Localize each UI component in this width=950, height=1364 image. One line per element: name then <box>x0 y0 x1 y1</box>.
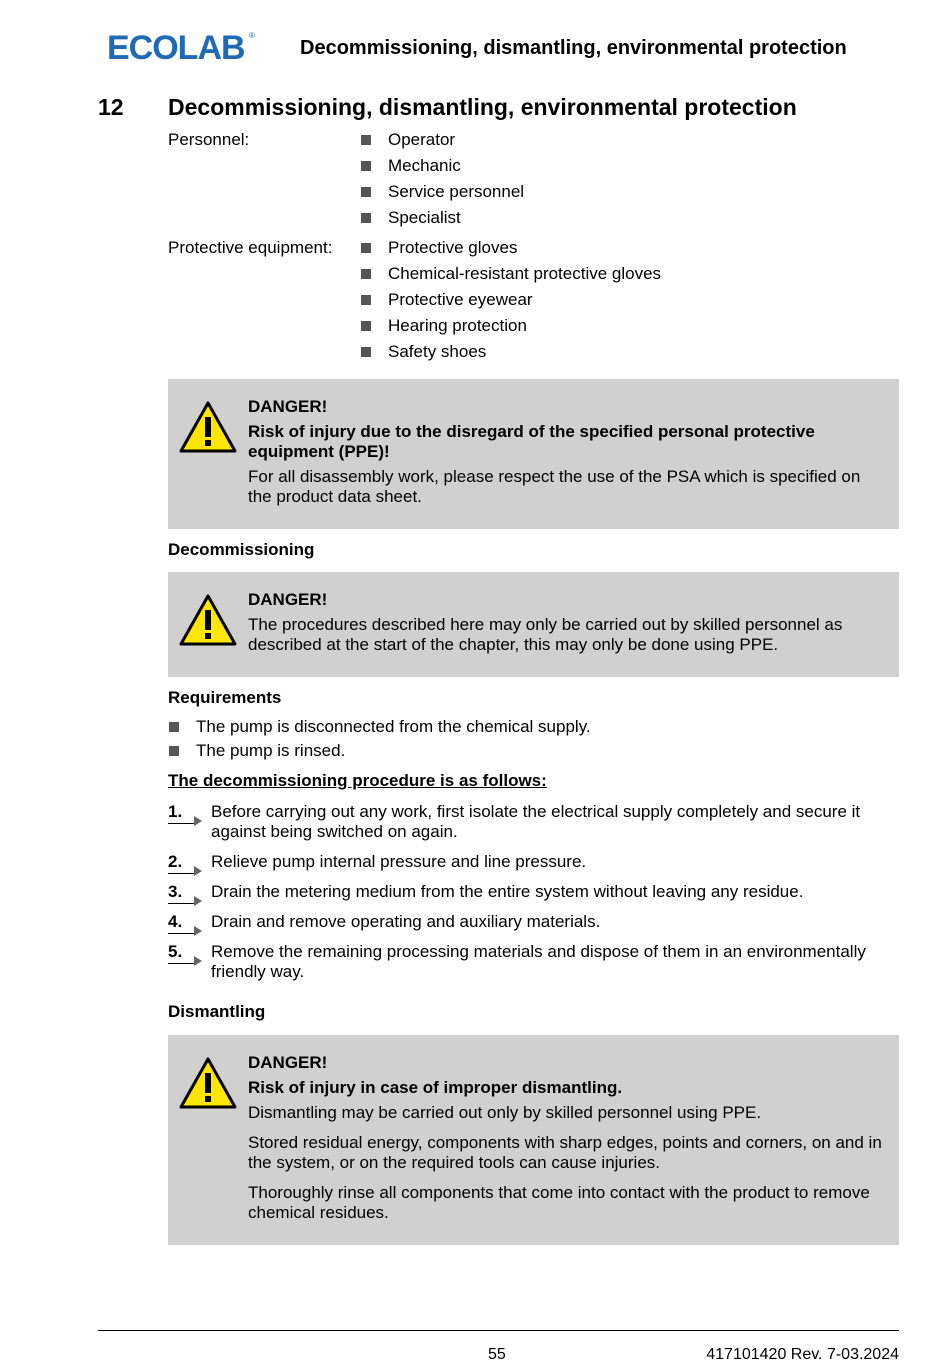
warning-triangle-icon <box>178 400 238 454</box>
section-title-dismantling: Dismantling <box>168 1002 266 1021</box>
list-item: The pump is rinsed. <box>168 741 591 765</box>
step-text: Before carrying out any work, first isolate the electrical supply completely and secure it against being switched on again. <box>211 802 861 841</box>
svg-text:®: ® <box>249 31 255 40</box>
step-text: Drain the metering medium from the entire system without leaving any residue. <box>211 882 804 901</box>
section-title-decommissioning: Decommissioning <box>168 540 315 559</box>
arrow-icon <box>194 896 202 906</box>
warning-triangle-icon <box>178 1056 238 1110</box>
step-number: 3. <box>168 882 183 901</box>
step-number: 5. <box>168 942 183 961</box>
arrow-icon <box>194 926 202 936</box>
square-bullet-icon <box>361 187 371 197</box>
danger-signal: DANGER! <box>248 397 328 416</box>
list-item: Hearing protection <box>360 316 661 342</box>
danger-box-ppe <box>168 379 899 529</box>
list-item: Protective gloves <box>360 238 661 264</box>
step-number: 4. <box>168 912 183 931</box>
square-bullet-icon <box>361 269 371 279</box>
procedure-step <box>168 942 899 982</box>
step-number: 2. <box>168 852 183 871</box>
square-bullet-icon <box>169 722 179 732</box>
list-item: Operator <box>360 130 524 156</box>
footer-divider <box>98 1330 899 1331</box>
danger-box-dismantling <box>168 1035 899 1245</box>
danger-heading: Risk of injury in case of improper dismantling. <box>248 1078 623 1097</box>
square-bullet-icon <box>361 321 371 331</box>
personnel-list <box>360 130 524 234</box>
step-text: Drain and remove operating and auxiliary materials. <box>211 912 601 931</box>
square-bullet-icon <box>361 161 371 171</box>
square-bullet-icon <box>361 295 371 305</box>
document-id: 417101420 Rev. 7-03.2024 <box>706 1346 899 1363</box>
procedure-step <box>168 882 899 902</box>
danger-text: The procedures described here may only be carried out by skilled personnel as described at the start of the chapter, this may only be done using PPE. <box>248 615 843 654</box>
header-title: Decommissioning, dismantling, environmental protection <box>300 37 847 59</box>
list-item: The pump is disconnected from the chemical supply. <box>168 717 591 741</box>
svg-text:ECOLAB: ECOLAB <box>107 29 245 64</box>
procedure-step <box>168 802 899 842</box>
arrow-icon <box>194 816 202 826</box>
page-number: 55 <box>488 1346 506 1363</box>
list-item: Safety shoes <box>360 342 661 368</box>
procedure-step <box>168 912 899 932</box>
square-bullet-icon <box>169 746 179 756</box>
square-bullet-icon <box>361 135 371 145</box>
danger-signal: DANGER! <box>248 590 328 609</box>
danger-signal: DANGER! <box>248 1053 328 1072</box>
chapter-number: 12 <box>98 94 124 120</box>
arrow-icon <box>194 866 202 876</box>
section-title-requirements: Requirements <box>168 688 282 707</box>
danger-box-decommissioning <box>168 572 899 677</box>
list-item: Chemical-resistant protective gloves <box>360 264 661 290</box>
square-bullet-icon <box>361 213 371 223</box>
procedure-title: The decommissioning procedure is as follows: <box>168 771 547 790</box>
protective-equipment-label: Protective equipment: <box>168 238 333 257</box>
list-item: Specialist <box>360 208 524 234</box>
personnel-label: Personnel: <box>168 130 250 149</box>
square-bullet-icon <box>361 243 371 253</box>
danger-text: Stored residual energy, components with sharp edges, points and corners, on and in the system, or on the required tools can cause injuries. <box>248 1133 882 1172</box>
requirements-list <box>168 717 591 765</box>
ecolab-logo <box>107 28 257 64</box>
list-item: Mechanic <box>360 156 524 182</box>
step-text: Remove the remaining processing materials and dispose of them in an environmentally friendly way. <box>211 942 866 981</box>
chapter-title: Decommissioning, dismantling, environmental protection <box>168 94 797 120</box>
warning-triangle-icon <box>178 593 238 647</box>
procedure-step <box>168 852 899 872</box>
square-bullet-icon <box>361 347 371 357</box>
danger-heading: Risk of injury due to the disregard of the specified personal protective equipment (PPE)! <box>248 422 815 461</box>
step-number: 1. <box>168 802 183 821</box>
danger-text: Dismantling may be carried out only by skilled personnel using PPE. <box>248 1103 762 1122</box>
step-text: Relieve pump internal pressure and line pressure. <box>211 852 587 871</box>
arrow-icon <box>194 956 202 966</box>
protective-equipment-list <box>360 238 661 368</box>
danger-text: For all disassembly work, please respect the use of the PSA which is specified on the product data sheet. <box>248 467 861 506</box>
list-item: Protective eyewear <box>360 290 661 316</box>
list-item: Service personnel <box>360 182 524 208</box>
danger-text: Thoroughly rinse all components that come into contact with the product to remove chemical residues. <box>248 1183 870 1222</box>
